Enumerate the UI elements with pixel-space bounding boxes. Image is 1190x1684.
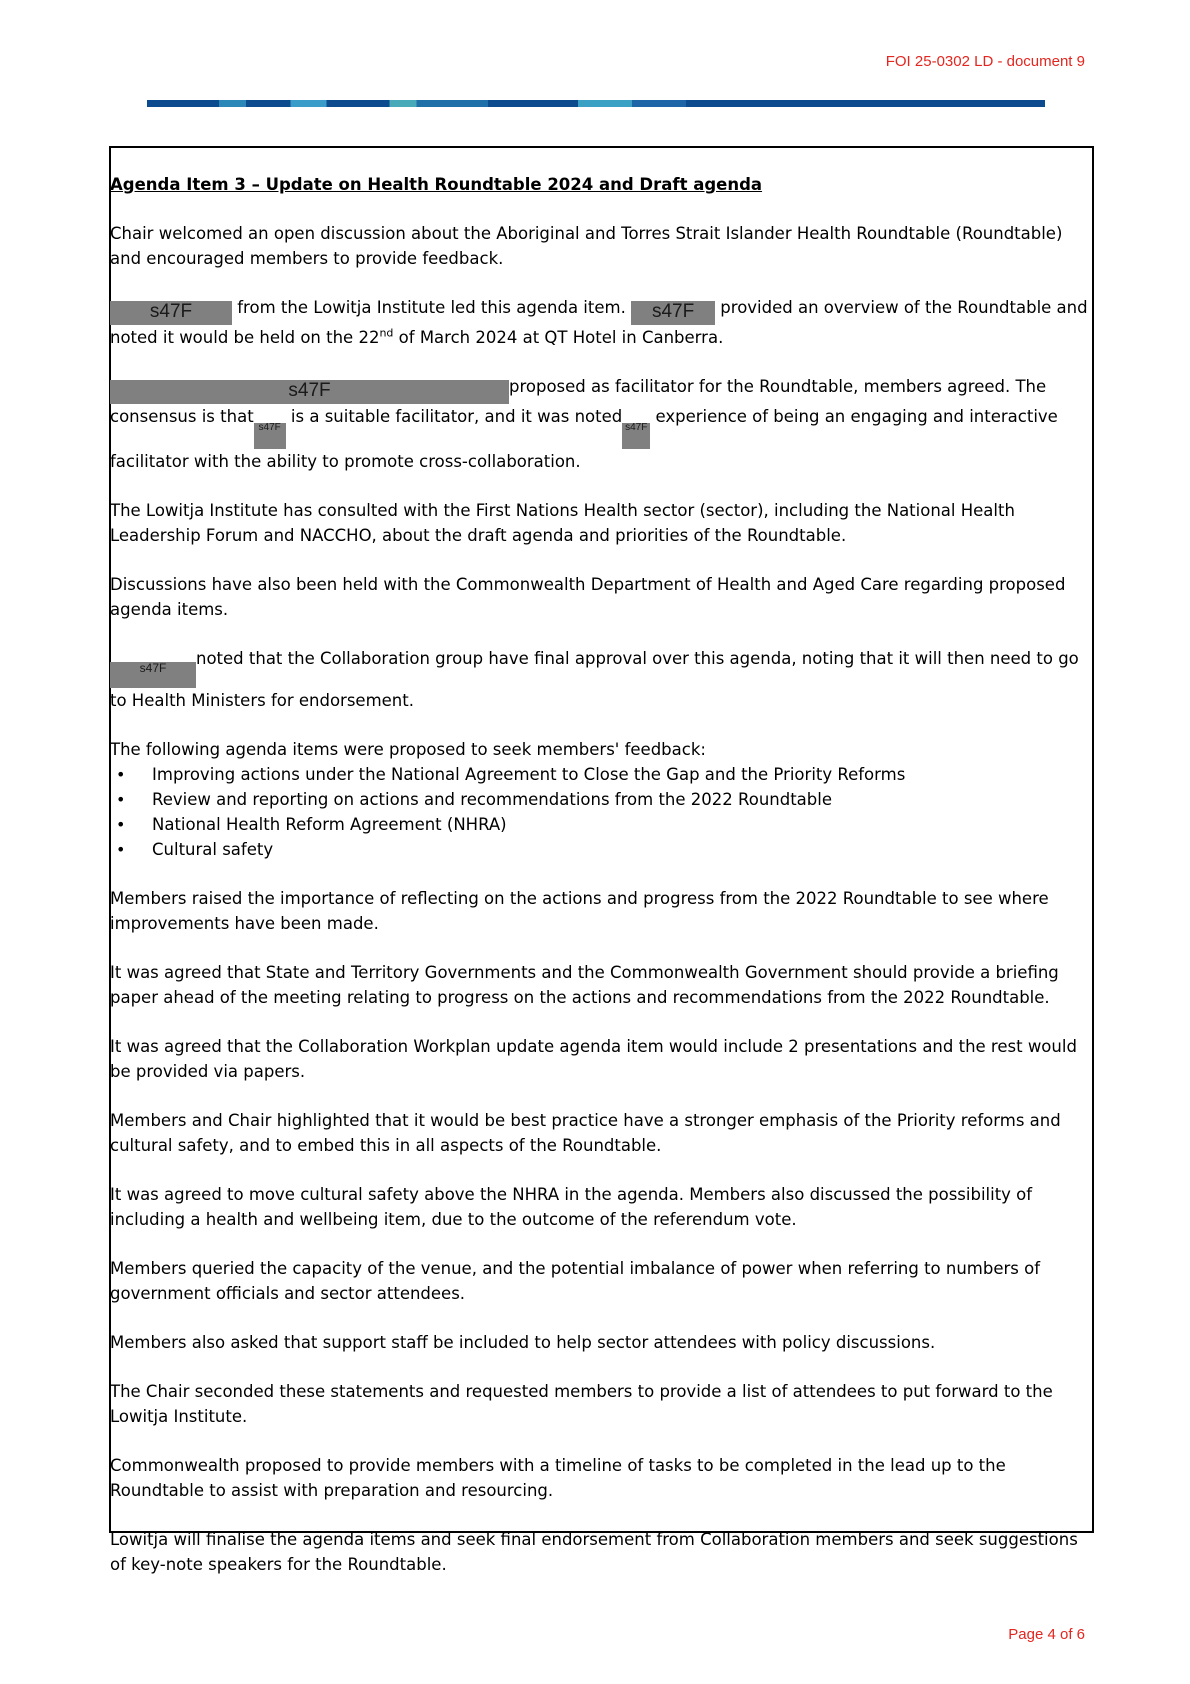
- proposed-agenda-items-list: [110, 762, 1096, 862]
- paragraph-support-staff: Members also asked that support staff be included to help sector attendees with policy discussions.: [110, 1333, 936, 1352]
- redaction-block: s47F: [631, 301, 715, 325]
- paragraph-text: experience of being an engaging and interactive facilitator with the ability to promote cross-collaboration.: [110, 407, 1058, 471]
- paragraph-text: provided an overview of the Roundtable and noted it would be held on the 22: [110, 298, 1088, 347]
- list-item-text: Improving actions under the National Agreement to Close the Gap and the Priority Reforms: [152, 765, 906, 784]
- paragraph-text: from the Lowitja Institute led this agenda item.: [232, 298, 632, 317]
- paragraph-lowitja-consulted: The Lowitja Institute has consulted with the First Nations Health sector (sector), including the National Health Leadership Forum and NACCHO, about the draft agenda and priorities of the Roundtable.: [110, 501, 1015, 545]
- paragraph-text: noted that the Collaboration group have final approval over this agenda, noting that it will then need to go to Health Ministers for endorsement.: [110, 649, 1079, 710]
- redaction-block: s47F: [110, 662, 196, 688]
- agenda-item-content: [110, 172, 1096, 1577]
- list-item-text: Review and reporting on actions and recommendations from the 2022 Roundtable: [152, 790, 832, 809]
- paragraph-chair-seconded: The Chair seconded these statements and requested members to provide a list of attendees to put forward to the Lowitja Institute.: [110, 1382, 1053, 1426]
- paragraph-text: is a suitable facilitator, and it was noted: [285, 407, 623, 426]
- header-color-bar: [147, 100, 1045, 107]
- paragraph-proposed-items-intro: The following agenda items were proposed to seek members' feedback:: [110, 740, 706, 759]
- agenda-title-text: Agenda Item 3 – Update on Health Roundtable 2024 and Draft agenda: [110, 175, 763, 194]
- paragraph-commonwealth-discussions: Discussions have also been held with the Commonwealth Department of Health and Aged Care regarding proposed agenda items.: [110, 575, 1066, 619]
- paragraph-text: proposed as facilitator for the Roundtable, members agreed. The consensus is that: [110, 377, 1047, 426]
- agenda-item-title: [110, 172, 1096, 197]
- foi-reference: FOI 25-0302 LD - document 9: [885, 53, 1085, 70]
- paragraph-workplan-presentations: It was agreed that the Collaboration Workplan update agenda item would include 2 presentations and the rest would be provided via papers.: [110, 1037, 1077, 1081]
- redaction-block: s47F: [110, 380, 509, 404]
- paragraph-commonwealth-timeline: Commonwealth proposed to provide members with a timeline of tasks to be completed in the lead up to the Roundtable to assist with preparation and resourcing.: [110, 1456, 1006, 1500]
- paragraph-chair-welcome: Chair welcomed an open discussion about the Aboriginal and Torres Strait Islander Health Roundtable (Roundtable) and encouraged members to provide feedback.: [110, 224, 1063, 268]
- paragraph-venue-capacity: Members queried the capacity of the venue, and the potential imbalance of power when referring to numbers of government officials and sector attendees.: [110, 1259, 1041, 1303]
- bullet-icon: •: [116, 790, 126, 809]
- paragraph-lowitja-led: [110, 295, 1096, 350]
- paragraph-final-approval: [110, 646, 1096, 713]
- bullet-icon: •: [116, 765, 126, 784]
- redaction-block: s47F: [110, 301, 232, 325]
- bullet-icon: •: [116, 840, 126, 859]
- paragraph-reflecting-progress: Members raised the importance of reflecting on the actions and progress from the 2022 Roundtable to see where improvements have been made.: [110, 889, 1049, 933]
- list-item: [110, 837, 1096, 862]
- superscript-nd: nd: [379, 326, 394, 340]
- list-item-text: Cultural safety: [152, 840, 274, 859]
- bullet-icon: •: [116, 815, 126, 834]
- paragraph-briefing-paper: It was agreed that State and Territory Governments and the Commonwealth Government should provide a briefing paper ahead of the meeting relating to progress on the actions and recommendations from the 2022 Roundtable.: [110, 963, 1059, 1007]
- paragraph-cultural-safety-order: It was agreed to move cultural safety above the NHRA in the agenda. Members also discussed the possibility of including a health and wellbeing item, due to the outcome of the referendum vote.: [110, 1185, 1033, 1229]
- list-item: [110, 787, 1096, 812]
- list-item: [110, 812, 1096, 837]
- paragraph-text: of March 2024 at QT Hotel in Canberra.: [393, 328, 724, 347]
- paragraph-lowitja-finalise: Lowitja will finalise the agenda items and seek final endorsement from Collaboration members and seek suggestions of key-note speakers for the Roundtable.: [110, 1530, 1078, 1574]
- list-item: [110, 762, 1096, 787]
- paragraph-facilitator: [110, 374, 1096, 474]
- redaction-block: s47F: [622, 423, 650, 449]
- page-number: Page 4 of 6: [1008, 1626, 1085, 1643]
- list-item-text: National Health Reform Agreement (NHRA): [152, 815, 507, 834]
- paragraph-priority-reforms-emphasis: Members and Chair highlighted that it would be best practice have a stronger emphasis of the Priority reforms and cultural safety, and to embed this in all aspects of the Roundtable.: [110, 1111, 1061, 1155]
- redaction-block: s47F: [254, 423, 286, 449]
